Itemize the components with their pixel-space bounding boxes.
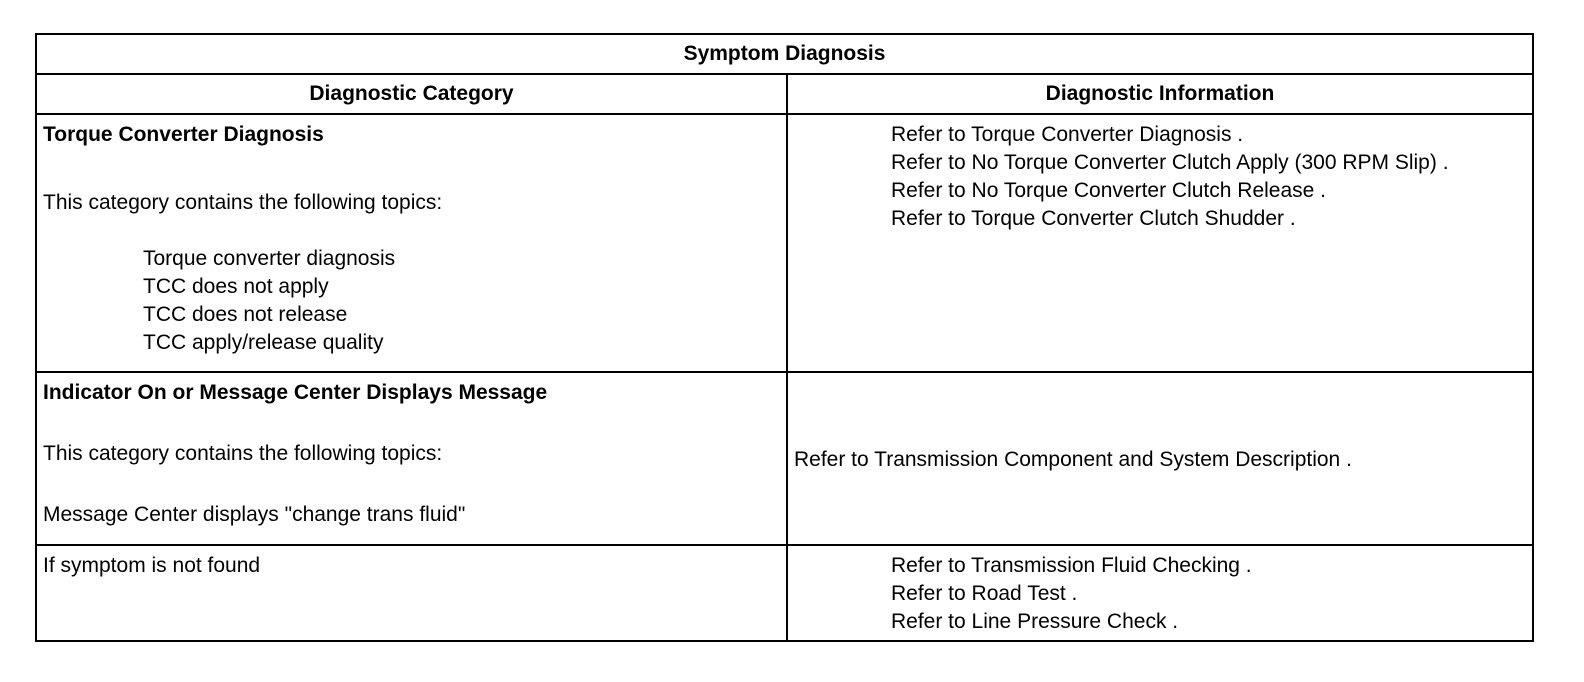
information-cell [787,114,1533,372]
reference-link[interactable]: Refer to Torque Converter Clutch Shudder . [891,207,1296,230]
information-cell [787,372,1533,545]
reference-link[interactable]: Refer to Torque Converter Diagnosis . [891,123,1244,146]
table-row [36,372,1533,545]
list-item: TCC does not apply [143,275,329,298]
table-row [36,114,1533,372]
list-item: TCC apply/release quality [143,331,384,354]
column-header-category: Diagnostic Category [36,74,787,114]
symptom-diagnosis-table [35,33,1534,642]
category-cell [36,114,787,372]
reference-link[interactable]: Refer to No Torque Converter Clutch Apply (300 RPM Slip) . [891,151,1449,174]
table-title: Symptom Diagnosis [36,34,1533,74]
category-intro: This category contains the following topics: [43,442,443,465]
category-intro: This category contains the following topics: [43,191,443,214]
list-item: TCC does not release [143,303,348,326]
column-header-information: Diagnostic Information [787,74,1533,114]
reference-link[interactable]: Refer to Transmission Fluid Checking . [891,554,1252,577]
list-item: Torque converter diagnosis [143,247,396,270]
reference-link[interactable]: Refer to Road Test . [891,582,1078,605]
reference-link[interactable]: Refer to Line Pressure Check . [891,610,1179,633]
category-title: Torque Converter Diagnosis [43,123,324,146]
reference-list [794,121,1526,233]
category-topic: Message Center displays "change trans fluid" [43,503,466,526]
table-row [36,545,1533,641]
reference-list [794,552,1526,636]
reference-link[interactable]: Refer to Transmission Component and System Description . [794,448,1352,471]
category-cell [36,545,787,641]
reference-link[interactable]: Refer to No Torque Converter Clutch Release . [891,179,1326,202]
category-title: If symptom is not found [43,554,261,577]
information-cell [787,545,1533,641]
category-cell [36,372,787,545]
category-title: Indicator On or Message Center Displays Message [43,381,548,404]
topic-list [43,245,780,357]
